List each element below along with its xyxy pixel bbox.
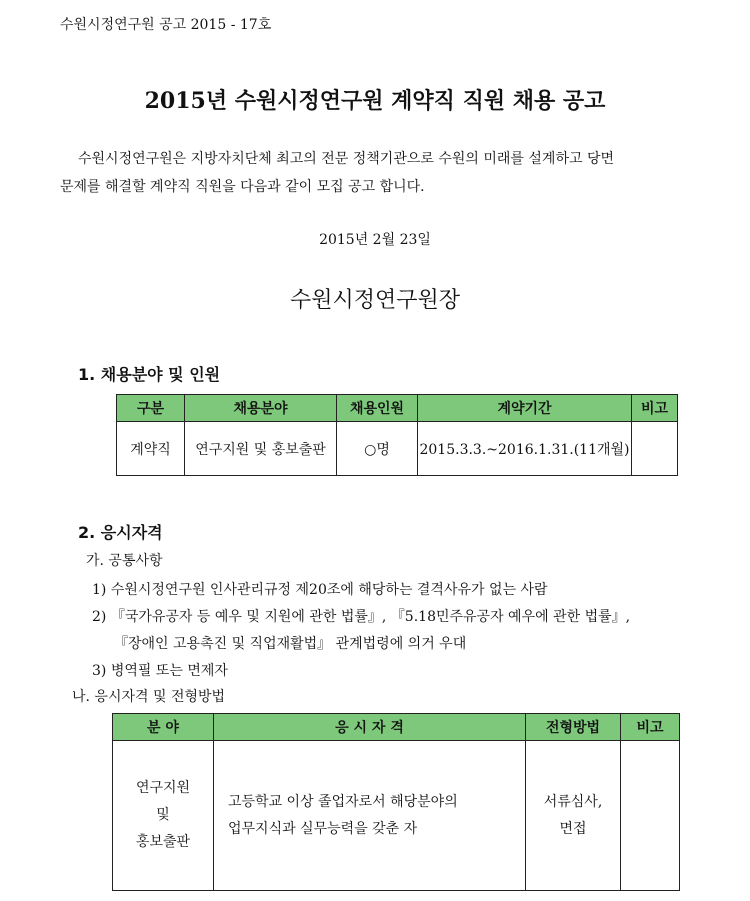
text: 및 [156,807,170,823]
section2-heading: 2. 응시자격 [78,523,163,542]
cell: 연구지원 및 홍보출판 [185,422,337,476]
col-header: 계약기간 [418,395,632,422]
col-header: 채용인원 [337,395,418,422]
text: 홍보출판 [135,834,191,850]
list-item: 2) 『국가유공자 등 예우 및 지원에 관한 법률』, 『5.18민주유공자 예우에 관한 법률』, [92,609,631,625]
page-title: 2015년 수원시정연구원 계약직 직원 채용 공고 [144,88,606,114]
section1-heading: 1. 채용분야 및 인원 [78,365,221,384]
text: 면접 [559,820,587,837]
col-header: 분 야 [113,714,214,741]
col-header: 채용분야 [185,395,337,422]
text: 서류심사, [543,793,603,810]
cell: ○명 [337,422,418,476]
table-row [117,422,678,476]
subsection-b: 나. 응시자격 및 전형방법 [72,689,226,705]
intro-line-2: 문제를 해결할 계약직 직원을 다음과 같이 모집 공고 합니다. [60,179,425,195]
cell-qualification [214,741,526,891]
notice-number: 수원시정연구원 공고 2015 - 17호 [60,17,272,33]
col-header: 전형방법 [526,714,621,741]
date: 2015년 2월 23일 [319,232,431,248]
qualification-table [112,713,680,891]
list-item: 1) 수원시정연구원 인사관리규정 제20조에 해당하는 결격사유가 없는 사람 [92,582,548,598]
col-header: 비고 [632,395,678,422]
text: 연구지원 [135,780,191,796]
cell-note [621,741,680,891]
subsection-a: 가. 공통사항 [86,553,163,569]
cell [632,422,678,476]
col-header: 구분 [117,395,185,422]
col-header: 비고 [621,714,680,741]
cell-field [113,741,214,891]
list-item: 3) 병역필 또는 면제자 [92,663,228,679]
text: 고등학교 이상 졸업자로서 해당분야의 [228,793,458,810]
issuer: 수원시정연구원장 [289,288,461,313]
text: 업무지식과 실무능력을 갖춘 자 [228,820,418,837]
cell: 2015.3.3.~2016.1.31.(11개월) [418,422,632,476]
intro-line-1: 수원시정연구원은 지방자치단체 최고의 전문 정책기관으로 수원의 미래를 설계하고 당면 [78,151,614,167]
col-header: 응 시 자 격 [214,714,526,741]
cell: 계약직 [117,422,185,476]
table-row [113,741,680,891]
recruitment-table [116,394,678,476]
list-item: 『장애인 고용촉진 및 직업재활법』 관계법령에 의거 우대 [114,636,467,652]
cell-method [526,741,621,891]
